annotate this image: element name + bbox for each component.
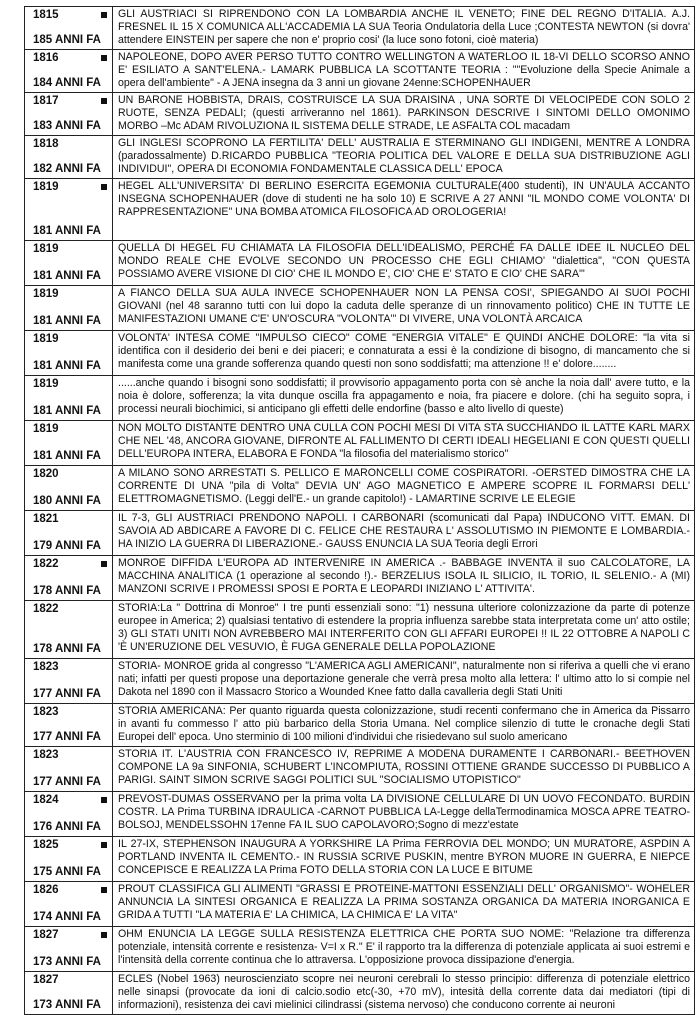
year-label: 1827 [33, 929, 59, 941]
year-label: 1820 [33, 468, 59, 480]
year-cell [25, 466, 113, 510]
timeline-row [24, 791, 695, 836]
timeline-row [24, 375, 695, 420]
timeline-row [24, 600, 695, 658]
years-ago-label: 181 ANNI FA [33, 225, 101, 237]
years-ago-label: 177 ANNI FA [33, 688, 101, 700]
timeline-table [24, 6, 695, 1015]
year-label: 1826 [33, 884, 59, 896]
year-cell [25, 927, 113, 971]
entry-text: A FIANCO DELLA SUA AULA INVECE SCHOPENHAUER NON LA PENSA COSI', SPIEGANDO AI SUOI POCHI GIOVANI (nel 48 saranno tutti con lui dopo la caduta delle speranze di un rinnovamento politico) CHE IN TUTTE LE MANIFESTAZIONI UMANE C'E' UN'OSCURA "VOLONTA'" DI VIVERE, UNA VOLONTÀ ARCAICA [118, 287, 690, 325]
entry-text: VOLONTA' INTESA COME "IMPULSO CIECO" COME "ENERGIA VITALE" E QUINDI ANCHE DOLORE: "la vita si identifica con il desiderio dei beni e dei piaceri; e connaturata a essi è la condizione di bisogno, di mancamento che si manifesta come una grande sofferenza quando questi non sono soddisfatti; ma attenzione !! e' dolore........ [118, 332, 690, 370]
entry-text: NON MOLTO DISTANTE DENTRO UNA CULLA CON POCHI MESI DI VITA STA SUCCHIANDO IL LATTE KARL MARX CHE NEL '48, ANCORA GIOVANE, DIFRONTE AL FALLIMENTO DI CERTI IDEALI HEGELIANI E CON QUESTI QUELLI DELL'EUROPA INTERA, ELABORA E FONDA "la filosofia del materialismo storico" [118, 422, 690, 460]
years-ago-label: 182 ANNI FA [33, 163, 101, 175]
year-cell [25, 421, 113, 465]
timeline-row [24, 881, 695, 926]
year-cell [25, 556, 113, 600]
timeline-row [24, 836, 695, 881]
years-ago-label: 177 ANNI FA [33, 776, 101, 788]
year-cell [25, 601, 113, 658]
years-ago-label: 181 ANNI FA [33, 360, 101, 372]
entry-text: NAPOLEONE, DOPO AVER PERSO TUTTO CONTRO WELLINGTON A WATERLOO IL 18-VI DELLO SCORSO ANNO E' ESILIATO A SANT'ELENA.- LAMARK PUBBLICA LA SCOTTANTE TEORIA : ""Evoluzione della Specie Animale a opera dell'ambiente" - A JENA insegna da 3 anni un giovane 24enne:SCHOPENHAUER [118, 51, 690, 89]
timeline-row [24, 135, 695, 178]
year-label: 1822 [33, 603, 59, 615]
timeline-row [24, 703, 695, 746]
bullet-icon [101, 797, 107, 803]
year-cell [25, 136, 113, 178]
timeline-row [24, 555, 695, 600]
years-ago-label: 180 ANNI FA [33, 495, 101, 507]
bullet-icon [101, 55, 107, 61]
years-ago-label: 177 ANNI FA [33, 731, 101, 743]
year-label: 1823 [33, 749, 59, 761]
entry-text: MONROE DIFFIDA L'EUROPA AD INTERVENIRE IN AMERICA .- BABBAGE INVENTA il suo CALCOLATORE, LA MACCHINA ANALITICA (1 operazione al secondo !).- BERZELIUS ISOLA IL SILICIO, IL TORIO, IL SELENIO.- A (MI) MANZONI SCRIVE I PROMESSI SPOSI E PORTA E LEOPARDI INIZIANO L' ATTIVITA'. [118, 557, 690, 595]
timeline-row [24, 746, 695, 791]
years-ago-label: 181 ANNI FA [33, 315, 101, 327]
year-label: 1827 [33, 974, 59, 986]
timeline-row [24, 658, 695, 703]
year-cell [25, 704, 113, 746]
year-cell [25, 882, 113, 926]
year-label: 1817 [33, 95, 59, 107]
timeline-row [24, 971, 695, 1015]
year-label: 1823 [33, 661, 59, 673]
years-ago-label: 178 ANNI FA [33, 643, 101, 655]
year-label: 1819 [33, 423, 59, 435]
entry-text: QUELLA DI HEGEL FU CHIAMATA LA FILOSOFIA DELL'IDEALISMO, PERCHÉ FA DALLE IDEE IL NUCLEO DEL MONDO REALE CHE EVOLVE SECONDO UN PROCESSO CHE EGLI CHIAMO' "dialettica", "CON QUESTA POSSIAMO AVERE VISIONE DI CIO' CHE IL MONDO E', CIO' CHE E' STATO E CIO' CHE SARA'" [118, 242, 690, 280]
entry-text: ......anche quando i bisogni sono soddisfatti; il provvisorio appagamento porta con sè anche la noia dall' avere tutto, e la noia è dolore, sofferenza; la vita dunque oscilla fra appagamento e noia, fra piacere e dolore. (chi ha seguito sopra, i processi neurali biochimici, si anticipano gli effetti delle endorfine (basso e alto livello di queste) [118, 377, 690, 415]
year-label: 1824 [33, 794, 59, 806]
year-label: 1819 [33, 181, 59, 193]
years-ago-label: 178 ANNI FA [33, 585, 101, 597]
year-label: 1822 [33, 558, 59, 570]
year-cell [25, 747, 113, 791]
entry-text: IL 27-IX, STEPHENSON INAUGURA A YORKSHIRE LA Prima FERROVIA DEL MONDO; UN MURATORE, ASPDIN A PORTLAND INVENTA IL CEMENTO.- IN RUSSIA SCRIVE PUSKIN, mentre BYRON MUORE IN GUERRA, E NIEPCE CONCEPISCE E REALIZZA LA Prima FOTO DELLA STORIA CON LA LUCE E BITUME [118, 838, 690, 876]
entry-text: ECLES (Nobel 1963) neuroscienziato scopre nei neuroni cerebrali lo stesso principio: differenza di potenziale elettrico nelle sinapsi (provocate da ioni di calcio.sodio etc(-30, +70 mV), intesità della corrente data dai mediatori (tipi di informazioni), resistenza dei cavi mielinici cilindrassi (sistema nervoso) che conducono corrente ai neuroni [118, 973, 690, 1011]
timeline-row [24, 178, 695, 240]
year-label: 1823 [33, 706, 59, 718]
timeline-row [24, 92, 695, 135]
bullet-icon [101, 184, 107, 190]
entry-text: PROUT CLASSIFICA GLI ALIMENTI "GRASSI E PROTEINE-MATTONI ESSENZIALI DELL' ORGANISMO"- WOHELER ANNUNCIA LA SINTESI ORGANICA E REALIZZA LA PRIMA SOSTANZA ORGANICA DA MATERIA INORGANICA E GRIDA A TUTTI "LA MATERIA E' LA CHIMICA, LA CHIMICA E' LA VITA" [118, 883, 690, 921]
year-label: 1819 [33, 288, 59, 300]
bullet-icon [101, 561, 107, 567]
entry-text: GLI AUSTRIACI SI RIPRENDONO CON LA LOMBARDIA ANCHE IL VENETO; FINE DEL REGNO D'ITALIA. A.J. FRESNEL IL 15 X COMUNICA ALL'ACCADEMIA LA SUA Teoria Ondulatoria della Luce ;CONTESTA NEWTON (si dovra' attendere EINSTEIN per sapere che non e' proprio cosi' (la luce sono fotoni, cioè materia) [118, 8, 690, 46]
bullet-icon [101, 932, 107, 938]
year-cell [25, 7, 113, 49]
year-cell [25, 792, 113, 836]
year-cell [25, 93, 113, 135]
year-label: 1815 [33, 9, 59, 21]
years-ago-label: 179 ANNI FA [33, 540, 101, 552]
year-cell [25, 331, 113, 375]
year-cell [25, 972, 113, 1014]
year-cell [25, 286, 113, 330]
years-ago-label: 183 ANNI FA [33, 120, 101, 132]
entry-text: STORIA:La " Dottrina di Monroe" I tre punti essenziali sono: "1) nessuna ulteriore colonizzazione da parte di potenze europee in America; 2) qualsiasi tentativo di estendere la propria influenza sarebbe stata interpretata come un' atto ostile; 3) GLI STATI UNITI NON AVREBBERO MAI INTERFERITO CON GLI AFFARI EUROPEI !! IL 22 OTTOBRE A NAPOLI C 'È UN'ERUZIONE DEL VESUVIO, È FUGA GENERALE DELLA POPOLAZIONE [118, 602, 690, 653]
bullet-icon [101, 887, 107, 893]
entry-text: HEGEL ALL'UNIVERSITA' DI BERLINO ESERCITA EGEMONIA CULTURALE(400 studenti), IN UN'AULA ACCANTO INSEGNA SCHOPENHAUER (dove di studenti ne ha solo 10) E SCRIVE A 27 ANNI "IL MONDO COME VOLONTA' DI RAPPRESENTAZIONE" UNA BOMBA ATOMICA FILOSOFICA AD OROLOGERIA! [118, 180, 690, 218]
entry-text: PREVOST-DUMAS OSSERVANO per la prima volta LA DIVISIONE CELLULARE DI UN UOVO FECONDATO. BURDIN COSTR. LA Prima TURBINA IDRAULICA -CARNOT PUBBLICA LA-Legge dellaTermodinamica MOSCA APRE TEATRO-BOLSOJ, MENDELSSOHN 17enne FA IL SUO CAPOLAVORO;Sogno di mezz'estate [118, 793, 690, 831]
entry-text: STORIA AMERICANA: Per quanto riguarda questa colonizzazione, studi recenti confermano che in America da Pissarro in avanti fu commesso l' atto più barbarico della Storia Umana. Nel complice silenzio di tutte le cronache degli Stati Europei dell' epoca. Uno sterminio di 100 milioni d'individui che risiedevano sul suolo americano [118, 705, 690, 743]
entry-text: STORIA- MONROE grida al congresso "L'AMERICA AGLI AMERICANI", naturalmente non si riferiva a quelli che vi erano nati; infatti per questi propose una deportazione generale che verrà presa molto alla lettera: l' ultimo atto lo si compie nel Dakota nel 1890 con il Massacro Storico a Wounded Knee fatto dalla cavalleria degli Stati Uniti [118, 660, 690, 698]
timeline-row [24, 285, 695, 330]
year-label: 1819 [33, 378, 59, 390]
year-cell [25, 50, 113, 92]
timeline-row [24, 330, 695, 375]
years-ago-label: 173 ANNI FA [33, 999, 101, 1011]
timeline-row [24, 49, 695, 92]
year-cell [25, 511, 113, 555]
year-label: 1819 [33, 333, 59, 345]
years-ago-label: 184 ANNI FA [33, 77, 101, 89]
year-label: 1818 [33, 138, 59, 150]
years-ago-label: 185 ANNI FA [33, 34, 101, 46]
year-cell [25, 241, 113, 285]
timeline-row [24, 510, 695, 555]
year-label: 1819 [33, 243, 59, 255]
timeline-row [24, 420, 695, 465]
bullet-icon [101, 98, 107, 104]
year-label: 1821 [33, 513, 59, 525]
years-ago-label: 174 ANNI FA [33, 911, 101, 923]
years-ago-label: 176 ANNI FA [33, 821, 101, 833]
year-cell [25, 179, 113, 240]
timeline-row [24, 6, 695, 49]
years-ago-label: 173 ANNI FA [33, 956, 101, 968]
years-ago-label: 181 ANNI FA [33, 270, 101, 282]
entry-text: UN BARONE HOBBISTA, DRAIS, COSTRUISCE LA SUA DRAISINA , UNA SORTE DI VELOCIPEDE CON SOLO 2 RUOTE, SENZA PEDALI; (questi arriveranno nel 1861). PARKINSON DESCRIVE I SINTOMI DELLO OMONIMO MORBO –Mc ADAM RIVOLUZIONA IL SISTEMA DELLE STRADE, LE ASFALTA COL macadam [118, 94, 690, 132]
years-ago-label: 181 ANNI FA [33, 405, 101, 417]
timeline-row [24, 465, 695, 510]
year-cell [25, 376, 113, 420]
bullet-icon [101, 12, 107, 18]
years-ago-label: 181 ANNI FA [33, 450, 101, 462]
years-ago-label: 175 ANNI FA [33, 866, 101, 878]
year-cell [25, 659, 113, 703]
entry-text: GLI INGLESI SCOPRONO LA FERTILITA' DELL' AUSTRALIA E STERMINANO GLI INDIGENI, MENTRE A LONDRA (paradossalmente) D.RICARDO PUBBLICA "TEORIA POLITICA DEL VALORE E DELLA SUA DISTRIBUZIONE AGLI INDIVIDUI", OPERA DI ECONOMIA FONDAMENTALE CLASSICA DELL' EPOCA [118, 137, 690, 175]
entry-text: A MILANO SONO ARRESTATI S. PELLICO E MARONCELLI COME COSPIRATORI. -OERSTED DIMOSTRA CHE LA CORRENTE DI UNA "pila di Volta" DEVIA UN' AGO MAGNETICO E AMPERE SCOPRE IL FORMARSI DELL' ELETTROMAGNETISMO. (Leggi dell'E.- un grande capitolo!) - LAMARTINE SCRIVE LE ELEGIE [118, 467, 690, 505]
year-cell [25, 837, 113, 881]
entry-text: IL 7-3, GLI AUSTRIACI PRENDONO NAPOLI. I CARBONARI (scomunicati dal Papa) INDUCONO VITT. EMAN. DI SAVOIA AD ABDICARE A FAVORE DI C. FELICE CHE RESTAURA L' ASSOLUTISMO IN PIEMONTE E LOMBARDIA.- HA INIZIO LA GUERRA DI LIBERAZIONE.- GAUSS ENUNCIA LA SUA Teoria degli Errori [118, 512, 690, 550]
timeline-row [24, 926, 695, 971]
entry-text: STORIA IT. L'AUSTRIA CON FRANCESCO IV, REPRIME A MODENA DURAMENTE I CARBONARI.- BEETHOVEN COMPONE LA 9a SINFONIA, SCHUBERT L'INCOMPIUTA, ROSSINI OTTIENE GRANDE SUCCESSO DI PUBBLICO A PARIGI. SAINT SIMON SCRIVE SAGGI POLITICI SUL "SOCIALISMO UTOPISTICO" [118, 748, 690, 786]
year-label: 1825 [33, 839, 59, 851]
timeline-row [24, 240, 695, 285]
year-label: 1816 [33, 52, 59, 64]
entry-text: OHM ENUNCIA LA LEGGE SULLA RESISTENZA ELETTRICA CHE PORTA SUO NOME: "Relazione tra differenza potenziale, intensità corrente e resistenza- V=I x R." E' il rapporto tra la differenza di potenziale applicata ai suoi estremi e l'intensità della corrente continua che lo attraversa. L'opposizione provoca dissipazione d'energia. [118, 928, 690, 966]
bullet-icon [101, 842, 107, 848]
